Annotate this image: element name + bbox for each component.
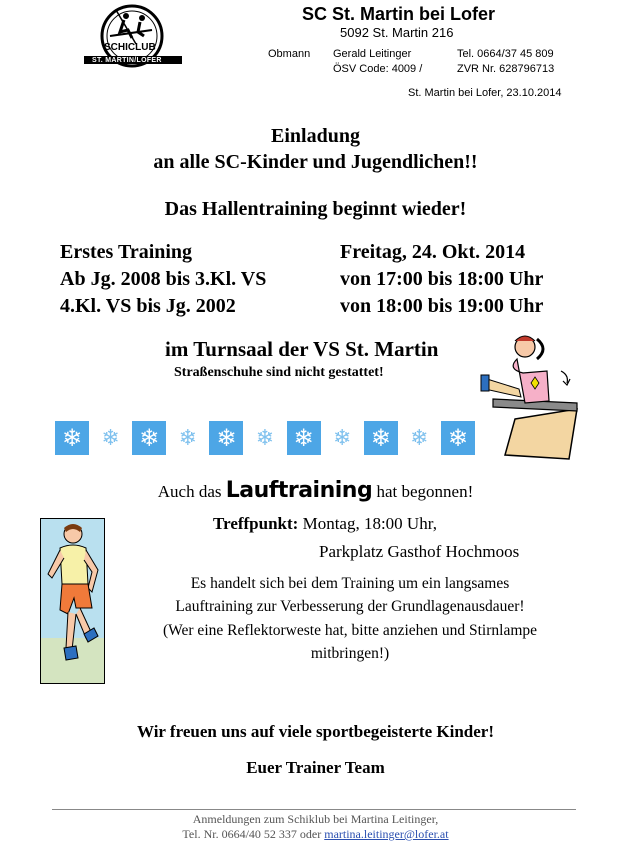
schedule-left-1: Erstes Training xyxy=(60,241,193,263)
snowflake-boxed-icon: ❄ xyxy=(132,421,166,455)
obmann-label: Obmann xyxy=(268,48,311,60)
footer-divider xyxy=(52,809,576,810)
meeting-time: Montag, 18:00 Uhr, xyxy=(298,514,437,533)
logo-bottom-text: ST. MARTIN/LOFER xyxy=(92,57,162,64)
run-description-1: Es handelt sich bei dem Training um ein langsames xyxy=(190,575,510,592)
club-address: 5092 St. Martin 216 xyxy=(340,25,454,40)
snowflake-icon: ❄ xyxy=(178,425,197,451)
footer-email-link[interactable]: martina.leitinger@lofer.at xyxy=(324,827,449,841)
schedule-right-1: Freitag, 24. Okt. 2014 xyxy=(340,241,526,263)
snowflake-icon: ❄ xyxy=(101,425,120,451)
snowflake-boxed-icon: ❄ xyxy=(364,421,398,455)
snowflake-icon: ❄ xyxy=(410,425,429,451)
runner-icon xyxy=(40,518,105,684)
obmann-name: Gerald Leitinger xyxy=(333,48,412,60)
runner-clipart xyxy=(40,518,105,684)
snowflake-boxed-icon: ❄ xyxy=(287,421,321,455)
club-phone: Tel. 0664/37 45 809 xyxy=(457,48,554,60)
snowflake-boxed-icon: ❄ xyxy=(209,421,243,455)
invitation-title: Einladung xyxy=(271,125,360,147)
club-logo xyxy=(80,2,186,78)
run-description-2: Lauftraining zur Verbesserung der Grundlagenausdauer! xyxy=(175,598,525,615)
meeting-place: Parkplatz Gasthof Hochmoos xyxy=(319,542,520,561)
meeting-label: Treffpunkt: xyxy=(213,514,299,533)
run-training-intro xyxy=(0,478,631,503)
gym-location: im Turnsaal der VS St. Martin xyxy=(165,337,439,361)
schedule-left-3: 4.Kl. VS bis Jg. 2002 xyxy=(60,295,236,317)
run-description-3: (Wer eine Reflektorweste hat, bitte anziehen und Stirnlampe xyxy=(162,622,538,639)
schedule-right-2: von 17:00 bis 18:00 Uhr xyxy=(340,268,544,290)
snowflake-icon: ❄ xyxy=(332,425,352,451)
oesv-code: ÖSV Code: 4009 / xyxy=(333,63,423,75)
snowflake-icon: ❄ xyxy=(255,425,275,451)
meeting-point xyxy=(213,514,437,534)
run-description-4: mitbringen!) xyxy=(310,645,390,662)
invitation-audience: an alle SC-Kinder und Jugendlichen!! xyxy=(153,151,478,173)
run-intro-before: Auch das xyxy=(157,482,226,501)
exercising-person-icon xyxy=(477,327,585,467)
zvr-number: ZVR Nr. 628796713 xyxy=(457,63,555,75)
hall-training-heading: Das Hallentraining beginnt wieder! xyxy=(164,198,467,220)
snowflake-boxed-icon: ❄ xyxy=(441,421,475,455)
run-intro-after: hat begonnen! xyxy=(372,482,474,501)
footer-contact xyxy=(0,827,631,842)
snowflake-divider xyxy=(55,421,475,455)
skier-logo-icon xyxy=(80,2,186,78)
schedule-right-3: von 18:00 bis 19:00 Uhr xyxy=(340,295,544,317)
place-date: St. Martin bei Lofer, 23.10.2014 xyxy=(408,87,562,99)
logo-top-text: SCHICLUB xyxy=(104,42,156,53)
closing-signature: Euer Trainer Team xyxy=(246,758,385,777)
footer-registration: Anmeldungen zum Schiklub bei Martina Leitinger, xyxy=(192,812,439,826)
closing-line: Wir freuen uns auf viele sportbegeisterte Kinder! xyxy=(137,722,494,741)
stretching-clipart xyxy=(477,327,585,467)
club-name: SC St. Martin bei Lofer xyxy=(302,4,496,24)
shoe-rule: Straßenschuhe sind nicht gestattet! xyxy=(174,365,384,380)
snowflake-boxed-icon: ❄ xyxy=(55,421,89,455)
run-training-word: Lauftraining xyxy=(225,478,373,503)
footer-phone: Tel. Nr. 0664/40 52 337 oder xyxy=(182,827,325,841)
schedule-left-2: Ab Jg. 2008 bis 3.Kl. VS xyxy=(60,268,267,290)
